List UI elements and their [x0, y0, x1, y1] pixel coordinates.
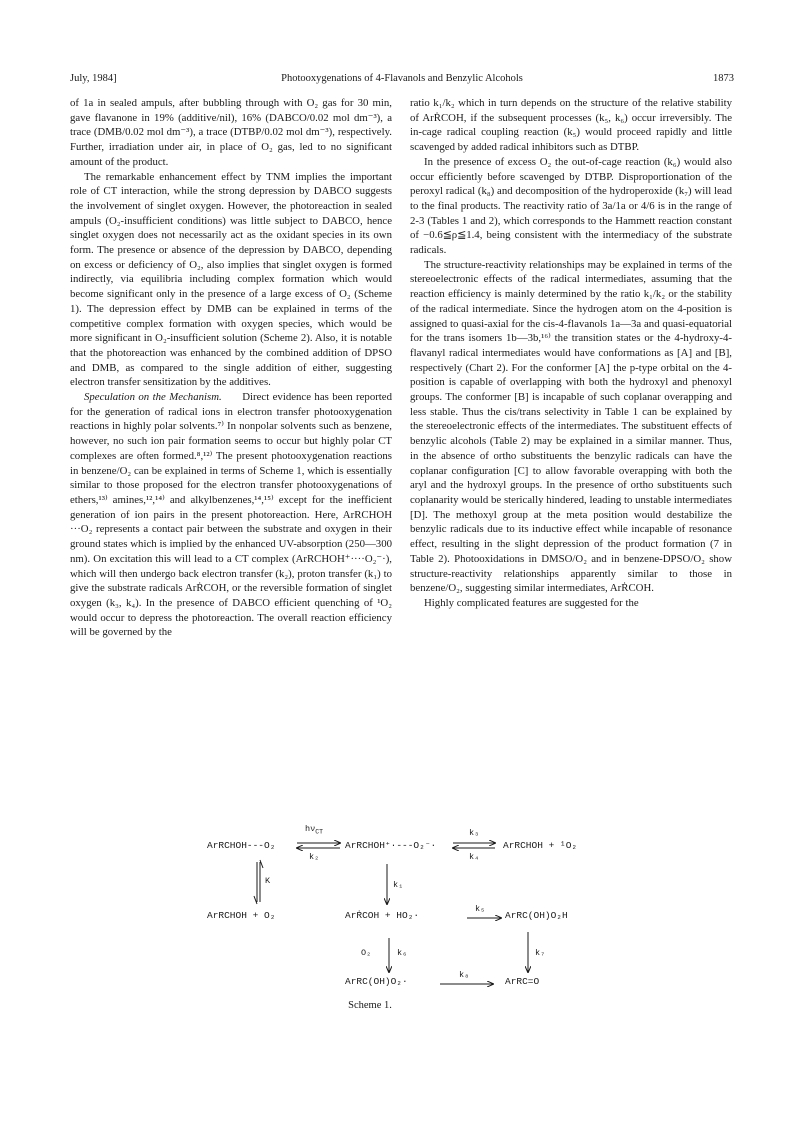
scheme-1-diagram: [205, 822, 625, 1017]
label-o2: O₂: [361, 948, 372, 958]
species-contact-pair: ArRCHOH---O₂: [207, 840, 276, 851]
running-head: [70, 72, 734, 86]
label-hv: hν: [305, 824, 316, 834]
header-article-title: Photooxygenations of 4-Flavanols and Benzylic Alcohols: [281, 73, 523, 84]
paragraph: ratio k₁/k₂ which in turn depends on the structure of the relative stability of ArṘCOH, if the subsequent processes (k₅, k₆) occur irreversibly. The in-cage radical coupling reaction (k₅) would proceed rapidly and little scavenged by added radical inhibitors such as DTBP.: [410, 97, 732, 154]
paragraph: of 1a in sealed ampuls, after bubbling through with O₂ gas for 30 min, gave flavanone in 19% (additive/nil), 16% (DABCO/0.02 mol dm⁻³), a trace (DMB/0.02 mol dm⁻³), a trace (DTBP/0.02 mol dm⁻³), respectively. Further, irradiation under air, in place of O₂ gas, led to no significant amount of the product.: [70, 97, 392, 168]
species-singlet-oxygen: ArRCHOH + ¹O₂: [503, 840, 578, 851]
paragraph: The structure-reactivity relationships may be explained in terms of the stereoelectronic effects of the radical intermediates, assuming that the reaction efficiency is mainly determined by the ratio k₁/k₂ or the stability of the radical intermediate. Since the hydrogen atom on the 4-position is assigned to quasi-axial for the cis-4-flavanols 1a—3a and quasi-equatorial for the trans isomers 1b—3b,¹⁶⁾ the transition states or the 4-hydroxy-4-flavanyl radical intermediates would have conformations as [A] and [B], respectively (Chart 2). For the conformer [A] the p-type orbital on the 4-position is capable of overlapping with both the hydroxyl and phenoxyl groups. The conformer [B] is incapable of such coplanar overapping and less stable. Thus the cis/trans selectivity in Table 1 can be explained by the stereoelectronic effects of the intermediates. The substituent effects of benzylic alcohols (Table 2) may be explained in a similar manner. Thus, in the absence of ortho substituents the benzylic radicals can have the coplanar configuration [C] to allow favorable overapping with both the aryl and the hydroxyl groups. In the presence of ortho substituents such coplanarity would be sterically hindered, leading to unstable intermediates [D]. The methoxyl group at the meta position would destabilize the benzylic radicals due to its inductive effect while incapable of resonance effect, resulting in the slight depression of the product formation (7 in Table 2). Photooxidations in DMSO/O₂ and in benzene-DPSO/O₂ show structure-reactivity relationships apparently similar to those in benzene/O₂, suggesting similar intermediates, ArṘCOH.: [410, 258, 732, 595]
left-column: [70, 96, 392, 640]
label-k1: k₁: [393, 880, 404, 890]
label-k7: k₇: [535, 948, 546, 958]
label-k5: k₅: [475, 904, 486, 914]
paragraph: Highly complicated features are suggested for the: [424, 596, 639, 609]
right-column: [410, 96, 732, 611]
label-k4: k₄: [469, 852, 480, 862]
scheme-caption: Scheme 1.: [348, 1000, 392, 1011]
label-K: K: [265, 876, 271, 886]
paragraph-mechanism: [70, 390, 392, 640]
species-radicals: ArṘCOH + HO₂·: [345, 910, 420, 921]
label-hv-ct: [305, 824, 323, 838]
label-k2: k₂: [309, 852, 320, 862]
label-ct: CT: [315, 828, 324, 836]
label-k3: k₃: [469, 828, 480, 838]
species-peroxyl-radical: ArRC(OH)O₂·: [345, 976, 408, 987]
header-issue-date: July, 1984]: [70, 73, 117, 84]
label-k6: k₆: [397, 948, 408, 958]
section-title: Speculation on the Mechanism.: [84, 391, 222, 404]
paragraph: In the presence of excess O₂ the out-of-cage reaction (k₆) would also occur efficiently before scavenged by DTBP. Disproportionation of the peroxyl radical (k₈) and decomposition of the hydroperoxide (k₇) will lead to the final products. The reactivity ratio of 3a/1a or 4/6 is in the range of 2-3 (Tables 1 and 2), which corresponds to the Hammett reaction constant of −0.6≦ρ≦1.4, being consistent with the intermediacy of the substrate radicals.: [410, 155, 732, 257]
paragraph-text: Direct evidence has been reported for the generation of radical ions in electron transfer photooxygenation reactions in highly polar solvents.⁷⁾ In nonpolar solvents such as benzene, however, no such ion pair formation seems to occur but highly polar CT complexes are often formed.⁸,¹²⁾ The present photooxygenation reactions in benzene/O₂ can be explained in terms of Scheme 1, which is essentially similar to those proposed for the electron transfer photooxygenations of ethers,¹³⁾ amines,¹²,¹⁴⁾ and alkylbenzenes,¹⁴,¹⁵⁾ except for the inefficient generation of ion pairs in the present photoreaction. Here, ArRCHOH ···O₂ represents a contact pair between the substrate and oxygen in their ground states which is implied by the enhanced UV-absorption (250—300 nm). On excitation this will lead to a CT complex (ArRCHOH⁺····O₂⁻·), which will then undergo back electron transfer (k₂), proton transfer (k₁) to give the substrate radicals ArṘCOH, or the reversible formation of singlet oxygen (k₃, k₄). In the presence of DABCO efficient quenching of ¹O₂ would occur to depress the photoreaction. The overall reaction efficiency will be governed by the: [70, 391, 392, 639]
species-hydroperoxide: ArRC(OH)O₂H: [505, 910, 568, 921]
label-k8: k₈: [459, 970, 470, 980]
species-ground-state: ArRCHOH + O₂: [207, 910, 276, 921]
species-ketone: ArRC=O: [505, 976, 540, 987]
species-ct-complex: ArRCHOH⁺·---O₂⁻·: [345, 840, 437, 851]
paragraph: The remarkable enhancement effect by TNM implies the important role of CT interaction, while the strong depression by DABCO suggests the involvement of singlet oxygen. However, the photoreaction in sealed ampuls (O₂-insufficient conditions) was little subject to DABCO, hence singlet oxygen does not necessarily act as the oxidant species in its own form. The presence or absence of the depression by DABCO, depending on excess or deficiency of O₂, also implies that singlet oxygen is formed indirectly, via equilibria including complex formation which would become significant only in the presence of a large excess of O₂ (Scheme 1). The depression effect by DMB can be explained in terms of the competitive complex formation with oxygen species, which would be more significant in O₂-insufficient solution (Scheme 2). Also, it is notable that the photoreaction was enhanced by the combined addition of DPSO and DMB, as compared to the single addition of either, suggesting electron transfer sensitization by the additives.: [70, 170, 392, 389]
header-page-number: 1873: [713, 73, 734, 84]
